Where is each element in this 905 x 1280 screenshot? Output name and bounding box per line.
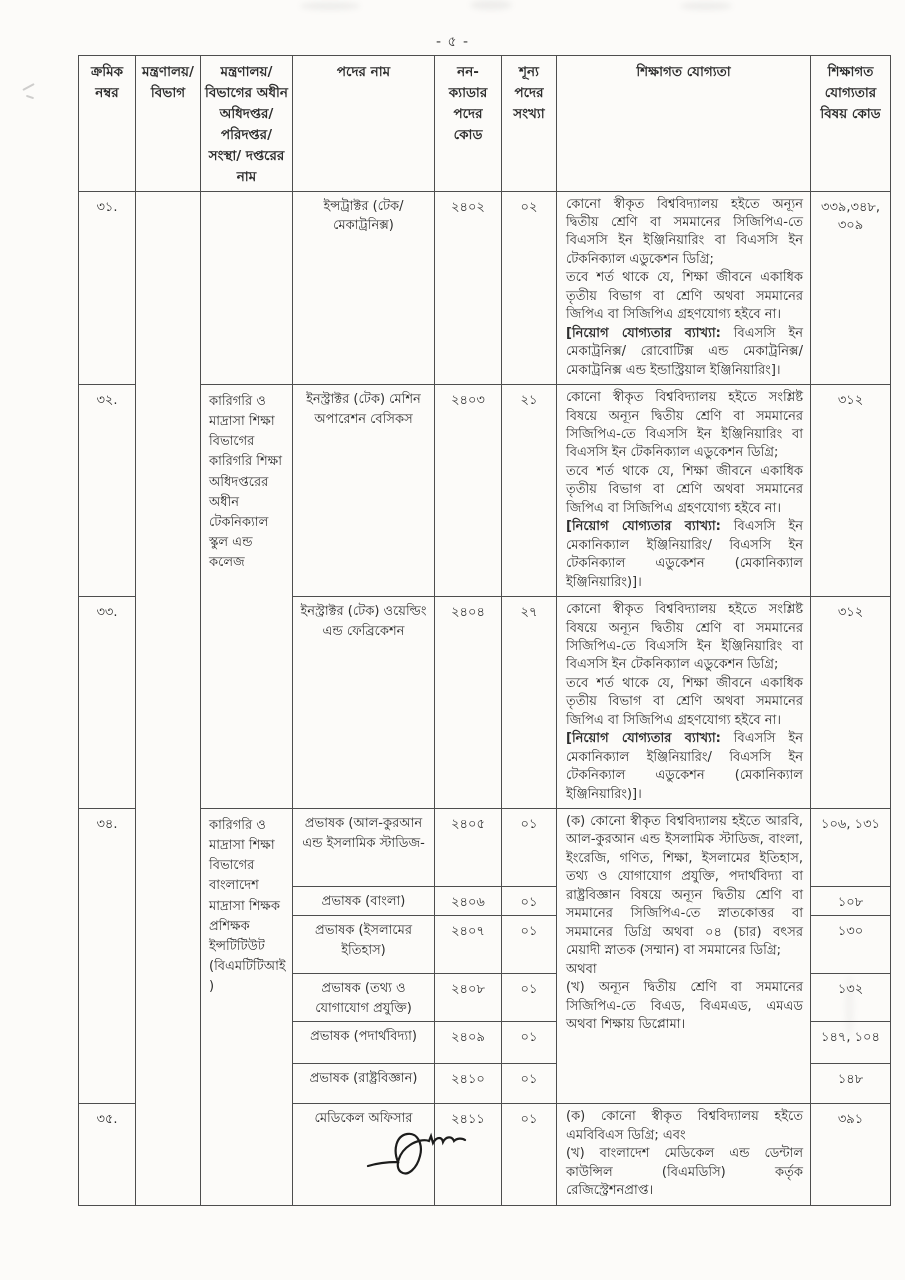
subject-code-cell: ৩১২ bbox=[811, 385, 891, 597]
header-educational-qualification: শিক্ষাগত যোগ্যতা bbox=[557, 56, 811, 192]
post-code-cell: ২৪০৮ bbox=[435, 974, 502, 1022]
qualification-paragraph: তবে শর্ত থাকে যে, শিক্ষা জীবনে একাধিক তৃতীয় বিভাগ বা শ্রেণি অথবা সমমানের জিপিএ বা সিজিপিএ গ্রহণযোগ্য হইবে না। bbox=[566, 463, 803, 516]
qualification-paragraph bbox=[566, 325, 803, 380]
qualification-cell bbox=[557, 1104, 811, 1205]
qualification-note-text: বিএসসি ইন মেকাট্রনিক্স/ রোবোটিক্স এন্ড মেকাট্রনিক্স/ মেকাট্রনিক্স এন্ড ইন্ডাস্ট্রিয়াল ইঞ্জিনিয়ারিং]। bbox=[566, 325, 803, 378]
subject-code-cell: ১০৬, ১৩১ bbox=[811, 809, 891, 887]
department-cell bbox=[201, 191, 293, 385]
page-number: - ৫ - bbox=[435, 34, 470, 50]
header-noncadre-post-code: নন-ক্যাডার পদের কোড bbox=[435, 56, 502, 192]
vacancy-count-cell: ০১ bbox=[502, 974, 557, 1022]
post-code-cell: ২৪১১ bbox=[435, 1104, 502, 1205]
subject-code-cell: ১০৮ bbox=[811, 887, 891, 916]
qualification-note-label: [নিয়োগ যোগ্যতার ব্যাখ্যা: bbox=[566, 731, 721, 747]
vacancy-count-cell: ২১ bbox=[502, 385, 557, 597]
subject-code-cell: ১৪৭, ১০৪ bbox=[811, 1022, 891, 1064]
post-code-cell: ২৪০৯ bbox=[435, 1022, 502, 1064]
header-department-name: মন্ত্রণালয়/ বিভাগের অধীন অধিদপ্তর/ পরিদপ্তর/সংস্থা/ দপ্তরের নাম bbox=[201, 56, 293, 192]
qualification-paragraph: তবে শর্ত থাকে যে, শিক্ষা জীবনে একাধিক তৃতীয় বিভাগ বা শ্রেণি অথবা সমমানের জিপিএ বা সিজিপিএ গ্রহণযোগ্য হইবে না। bbox=[566, 270, 803, 323]
vacancy-count-cell: ০১ bbox=[502, 1022, 557, 1064]
qualification-cell bbox=[557, 597, 811, 809]
table-row bbox=[79, 191, 891, 385]
post-name-cell: প্রভাষক (তথ্য ও যোগাযোগ প্রযুক্তি) bbox=[293, 974, 435, 1022]
scan-smudge bbox=[680, 2, 732, 10]
qualification-cell bbox=[557, 809, 811, 1104]
qualification-paragraph: (ক) কোনো স্বীকৃত বিশ্ববিদ্যালয় হইতে এমবিবিএস ডিগ্রি; এবং bbox=[566, 1109, 803, 1143]
serial-cell: ৩৫. bbox=[79, 1104, 136, 1205]
post-code-cell: ২৪০৩ bbox=[435, 385, 502, 597]
qualification-cell bbox=[557, 385, 811, 597]
post-name-cell: ইনস্ট্রাক্টর (টেক) ওয়েল্ডিং এন্ড ফেব্রিকেশন bbox=[293, 597, 435, 809]
header-ministry-division: মন্ত্রণালয়/ বিভাগ bbox=[136, 56, 201, 192]
vacancy-count-cell: ০২ bbox=[502, 191, 557, 385]
subject-code-cell: ১৩২ bbox=[811, 974, 891, 1022]
qualification-note-label: [নিয়োগ যোগ্যতার ব্যাখ্যা: bbox=[566, 519, 721, 535]
header-vacant-posts: শূন্য পদের সংখ্যা bbox=[502, 56, 557, 192]
vacancy-count-cell: ০১ bbox=[502, 1104, 557, 1205]
vacancy-table bbox=[78, 55, 891, 1206]
qualification-paragraph: কোনো স্বীকৃত বিশ্ববিদ্যালয় হইতে সংশ্লিষ্ট বিষয়ে অন্যূন দ্বিতীয় শ্রেণি বা সমমানের সিজিপিএ-তে বিএসসি ইন ইঞ্জিনিয়ারিং বা বিএসসি ইন টেকনিক্যাল এডুকেশন ডিগ্রি; bbox=[566, 390, 803, 461]
post-code-cell: ২৪০৭ bbox=[435, 916, 502, 974]
serial-cell: ৩৩. bbox=[79, 597, 136, 809]
post-code-cell: ২৪১০ bbox=[435, 1064, 502, 1104]
post-name-cell: মেডিকেল অফিসার bbox=[293, 1104, 435, 1205]
vacancy-count-cell: ২৭ bbox=[502, 597, 557, 809]
post-code-cell: ২৪০৬ bbox=[435, 887, 502, 916]
subject-code-cell: ৩১২ bbox=[811, 597, 891, 809]
qualification-paragraph: (ক) কোনো স্বীকৃত বিশ্ববিদ্যালয় হইতে আরবি, আল-কুরআন এন্ড ইসলামিক স্টাডিজ, বাংলা, ইংরেজি, গণিত, শিক্ষা, ইসলামের ইতিহাস, তথ্য ও যোগাযোগ প্রযুক্তি, পদার্থবিদ্যা বা রাষ্ট্রবিজ্ঞান বিষয়ে অন্যূন দ্বিতীয় শ্রেণি বা সমমানের সিজিপিএ-তে স্নাতকোত্তর বা সমমানের ডিগ্রি অথবা ০৪ (চার) বৎসর মেয়াদী স্নাতক (সম্মান) বা সমমানের ডিগ্রি; bbox=[566, 814, 803, 959]
department-cell: কারিগরি ও মাদ্রাসা শিক্ষা বিভাগের কারিগরি শিক্ষা অধিদপ্তরের অধীন টেকনিক্যাল স্কুল এন্ড কলেজ bbox=[201, 385, 293, 809]
vacancy-count-cell: ০১ bbox=[502, 1064, 557, 1104]
scan-smudge bbox=[300, 2, 360, 10]
post-name-cell: প্রভাষক (পদার্থবিদ্যা) bbox=[293, 1022, 435, 1064]
qualification-note-label: [নিয়োগ যোগ্যতার ব্যাখ্যা: bbox=[566, 325, 721, 341]
subject-code-cell: ৩৯১ bbox=[811, 1104, 891, 1205]
table-row bbox=[79, 809, 891, 887]
header-subject-code: শিক্ষাগত যোগ্যতার বিষয় কোড bbox=[811, 56, 891, 192]
vacancy-count-cell: ০১ bbox=[502, 887, 557, 916]
post-name-cell: ইনস্ট্রাক্টর (টেক) মেশিন অপারেশন বেসিকস bbox=[293, 385, 435, 597]
table-header-row bbox=[79, 56, 891, 192]
pencil-mark bbox=[22, 83, 34, 91]
subject-code-cell: ১৩০ bbox=[811, 916, 891, 974]
qualification-paragraph bbox=[566, 518, 803, 592]
vacancy-count-cell: ০১ bbox=[502, 916, 557, 974]
qualification-paragraph: অথবা bbox=[566, 961, 597, 977]
post-code-cell: ২৪০৪ bbox=[435, 597, 502, 809]
post-name-cell: প্রভাষক (ইসলামের ইতিহাস) bbox=[293, 916, 435, 974]
qualification-paragraph: (খ) বাংলাদেশ মেডিকেল এন্ড ডেন্টাল কাউন্সিল (বিএমডিসি) কর্তৃক রেজিস্ট্রেশনপ্রাপ্ত। bbox=[566, 1146, 803, 1199]
post-code-cell: ২৪০৫ bbox=[435, 809, 502, 887]
handwritten-signature bbox=[366, 1128, 470, 1186]
serial-cell: ৩২. bbox=[79, 385, 136, 597]
scan-smudge bbox=[470, 0, 512, 10]
qualification-cell bbox=[557, 191, 811, 385]
pencil-mark bbox=[26, 95, 34, 99]
ministry-cell bbox=[136, 191, 201, 1205]
post-name-cell: প্রভাষক (বাংলা) bbox=[293, 887, 435, 916]
qualification-paragraph: কোনো স্বীকৃত বিশ্ববিদ্যালয় হইতে অন্যূন দ্বিতীয় শ্রেণি বা সমমানের সিজিপিএ-তে বিএসসি ইন ইঞ্জিনিয়ারিং বা বিএসসি ইন টেকনিক্যাল এডুকেশন ডিগ্রি; bbox=[566, 196, 803, 267]
qualification-paragraph bbox=[566, 730, 803, 804]
serial-cell: ৩৪. bbox=[79, 809, 136, 1104]
department-cell: কারিগরি ও মাদ্রাসা শিক্ষা বিভাগের বাংলাদেশ মাদ্রাসা শিক্ষক প্রশিক্ষক ইন্সটিটিউট (বিএমটিটিআই) bbox=[201, 809, 293, 1206]
qualification-paragraph: তবে শর্ত থাকে যে, শিক্ষা জীবনে একাধিক তৃতীয় বিভাগ বা শ্রেণি অথবা সমমানের জিপিএ বা সিজিপিএ গ্রহণযোগ্য হইবে না। bbox=[566, 675, 803, 728]
qualification-paragraph: কোনো স্বীকৃত বিশ্ববিদ্যালয় হইতে সংশ্লিষ্ট বিষয়ে অন্যূন দ্বিতীয় শ্রেণি বা সমমানের সিজিপিএ-তে বিএসসি ইন ইঞ্জিনিয়ারিং বা বিএসসি ইন টেকনিক্যাল এডুকেশন ডিগ্রি; bbox=[566, 602, 803, 673]
vacancy-count-cell: ০১ bbox=[502, 809, 557, 887]
header-post-name: পদের নাম bbox=[293, 56, 435, 192]
subject-code-cell: ১৪৮ bbox=[811, 1064, 891, 1104]
post-code-cell: ২৪০২ bbox=[435, 191, 502, 385]
subject-code-cell: ৩৩৯,৩৪৮, ৩০৯ bbox=[811, 191, 891, 385]
table-row bbox=[79, 385, 891, 597]
post-name-cell: প্রভাষক (রাষ্ট্রবিজ্ঞান) bbox=[293, 1064, 435, 1104]
serial-cell: ৩১. bbox=[79, 191, 136, 385]
post-name-cell: প্রভাষক (আল-কুরআন এন্ড ইসলামিক স্টাডিজ- bbox=[293, 809, 435, 887]
qualification-note-text: বিএসসি ইন মেকানিক্যাল ইঞ্জিনিয়ারিং/ বিএসসি ইন টেকনিক্যাল এডুকেশন (মেকানিক্যাল ইঞ্জিনিয়ারিং)]। bbox=[566, 519, 803, 590]
header-serial-number: ক্রমিক নম্বর bbox=[79, 56, 136, 192]
qualification-note-text: বিএসসি ইন মেকানিক্যাল ইঞ্জিনিয়ারিং/ বিএসসি ইন টেকনিক্যাল এডুকেশন (মেকানিক্যাল ইঞ্জিনিয়ারিং)]। bbox=[566, 731, 803, 802]
qualification-paragraph: (খ) অন্যূন দ্বিতীয় শ্রেণি বা সমমানের সিজিপিএ-তে বিএড, বিএমএড, এমএড অথবা শিক্ষায় ডিপ্লোমা। bbox=[566, 980, 803, 1033]
post-name-cell: ইন্সট্রাক্টর (টেক/ মেকাট্রনিক্স) bbox=[293, 191, 435, 385]
